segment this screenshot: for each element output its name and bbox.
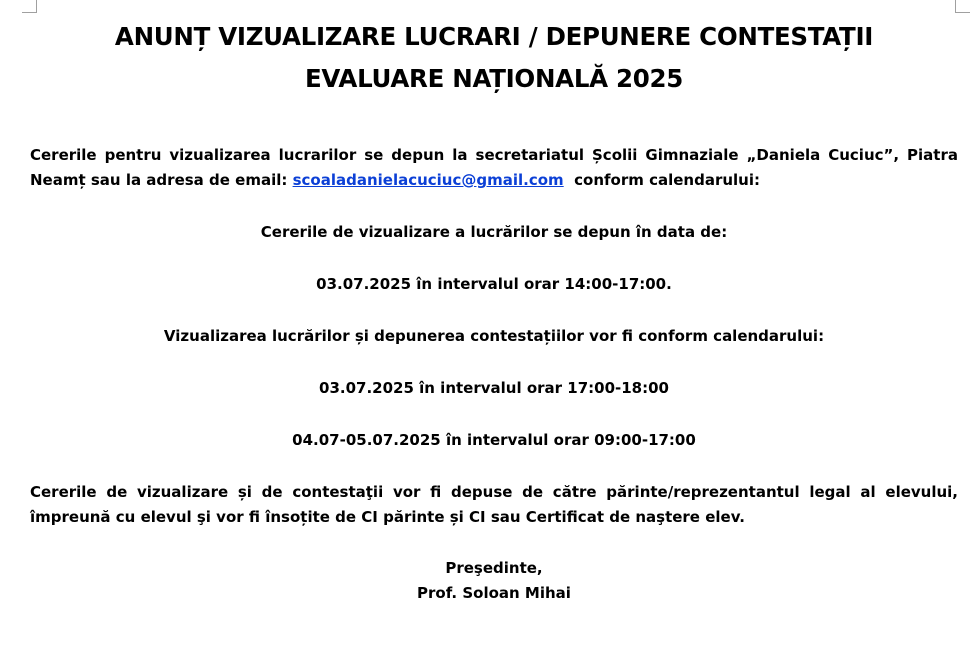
requests-date: 03.07.2025 în intervalul orar 14:00-17:00. (316, 275, 672, 293)
viewing-date-2: 04.07-05.07.2025 în intervalul orar 09:00-17:00 (292, 431, 696, 449)
intro-text-end: conform calendarului: (563, 171, 760, 189)
page-corner-mark-right (955, 0, 970, 13)
viewing-heading: Vizualizarea lucrărilor și depunerea contestațiilor vor fi conform calendarului: (163, 327, 825, 345)
signature-role: Preşedinte, (445, 559, 543, 577)
email-link[interactable]: scoaladanielacuciuc@gmail.com (292, 171, 564, 189)
requests-heading: Cererile de vizualizare a lucrărilor se depun în data de: (260, 223, 728, 241)
viewing-date-1: 03.07.2025 în intervalul orar 17:00-18:00 (319, 379, 669, 397)
title-line-1: ANUNȚ VIZUALIZARE LUCRARI / DEPUNERE CONTESTAȚII (114, 22, 874, 51)
closing-note: Cererile de vizualizare și de contestaţii vor fi depuse de către părinte/reprezentantul legal al elevului, împreună cu elevul şi vor fi însoțite de CI părinte și CI sau Certificat de naştere elev. (30, 483, 958, 526)
document-page (30, 16, 958, 606)
announcement-title (30, 16, 958, 100)
signature-name: Prof. Soloan Mihai (417, 584, 571, 602)
title-line-2: EVALUARE NAȚIONALĂ 2025 (304, 64, 684, 93)
page-corner-mark-left (22, 0, 37, 13)
intro-paragraph (30, 143, 958, 193)
intro-text: Cererile pentru vizualizarea lucrarilor se depun la secretariatul Școlii Gimnaziale „Daniela Cuciuc”, Piatra Neamț sau la adresa de email: (30, 146, 958, 189)
